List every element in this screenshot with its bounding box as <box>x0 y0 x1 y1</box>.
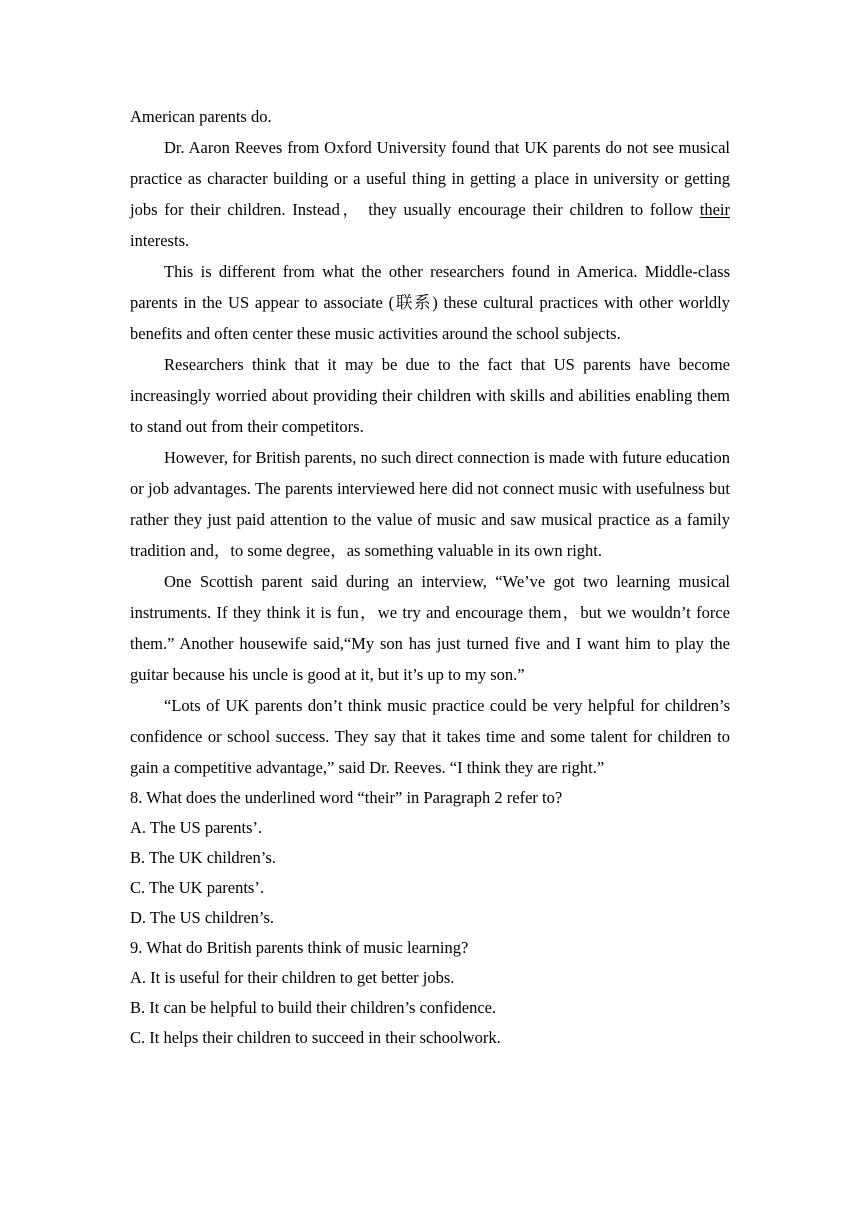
paragraph-2-after: interests. <box>130 231 190 250</box>
answer-option: C. It helps their children to succeed in their schoolwork. <box>130 1028 501 1047</box>
answer-option: C. The UK parents’. <box>130 878 264 897</box>
underlined-word: their <box>699 200 730 219</box>
question-stem: 9. What do British parents think of music learning? <box>130 938 469 957</box>
question-stem: 8. What does the underlined word “their” in Paragraph 2 refer to? <box>130 788 563 807</box>
answer-option: B. It can be helpful to build their children’s confidence. <box>130 998 497 1017</box>
answer-option: B. The UK children’s. <box>130 848 276 867</box>
paragraph-4: Researchers think that it may be due to the fact that US parents have become increasingly worried about providing their children with skills and abilities enabling them to stand out from their competitors. <box>130 355 730 436</box>
paragraph-6: One Scottish parent said during an interview, “We’ve got two learning musical instruments. If they think it is fun，we try and encourage them，but we wouldn’t force them.” Another housewife said,“My son has just turned five and I want him to play the guitar because his uncle is good at it, but it’s up to my son.” <box>130 572 730 684</box>
paragraph-7: “Lots of UK parents don’t think music practice could be very helpful for children’s confidence or school success. They say that it takes time and some talent for children to gain a competitive advantage,” said Dr. Reeves. “I think they are right.” <box>130 696 730 777</box>
question-9 <box>130 933 730 1053</box>
paragraph-2-before: Dr. Aaron Reeves from Oxford University found that UK parents do not see musical practice as character building or a useful thing in getting a place in university or getting jobs for their children. Instead， they usually encourage their children to follow <box>130 138 730 219</box>
answer-option: A. It is useful for their children to get better jobs. <box>130 968 455 987</box>
answer-option: D. The US children’s. <box>130 908 275 927</box>
answer-option: A. The US parents’. <box>130 818 263 837</box>
paragraph-2 <box>130 132 730 256</box>
paragraph-5: However, for British parents, no such direct connection is made with future education or job advantages. The parents interviewed here did not connect music with usefulness but rather they just paid attention to the value of music and saw musical practice as a family tradition and，to some degree，as something valuable in its own right. <box>130 448 730 560</box>
paragraph-continuation: American parents do. <box>130 107 272 126</box>
paragraph-3: This is different from what the other researchers found in America. Middle-class parents in the US appear to associate (联系) these cultural practices with other worldly benefits and often center these music activities around the school subjects. <box>130 262 730 343</box>
question-8 <box>130 783 730 933</box>
